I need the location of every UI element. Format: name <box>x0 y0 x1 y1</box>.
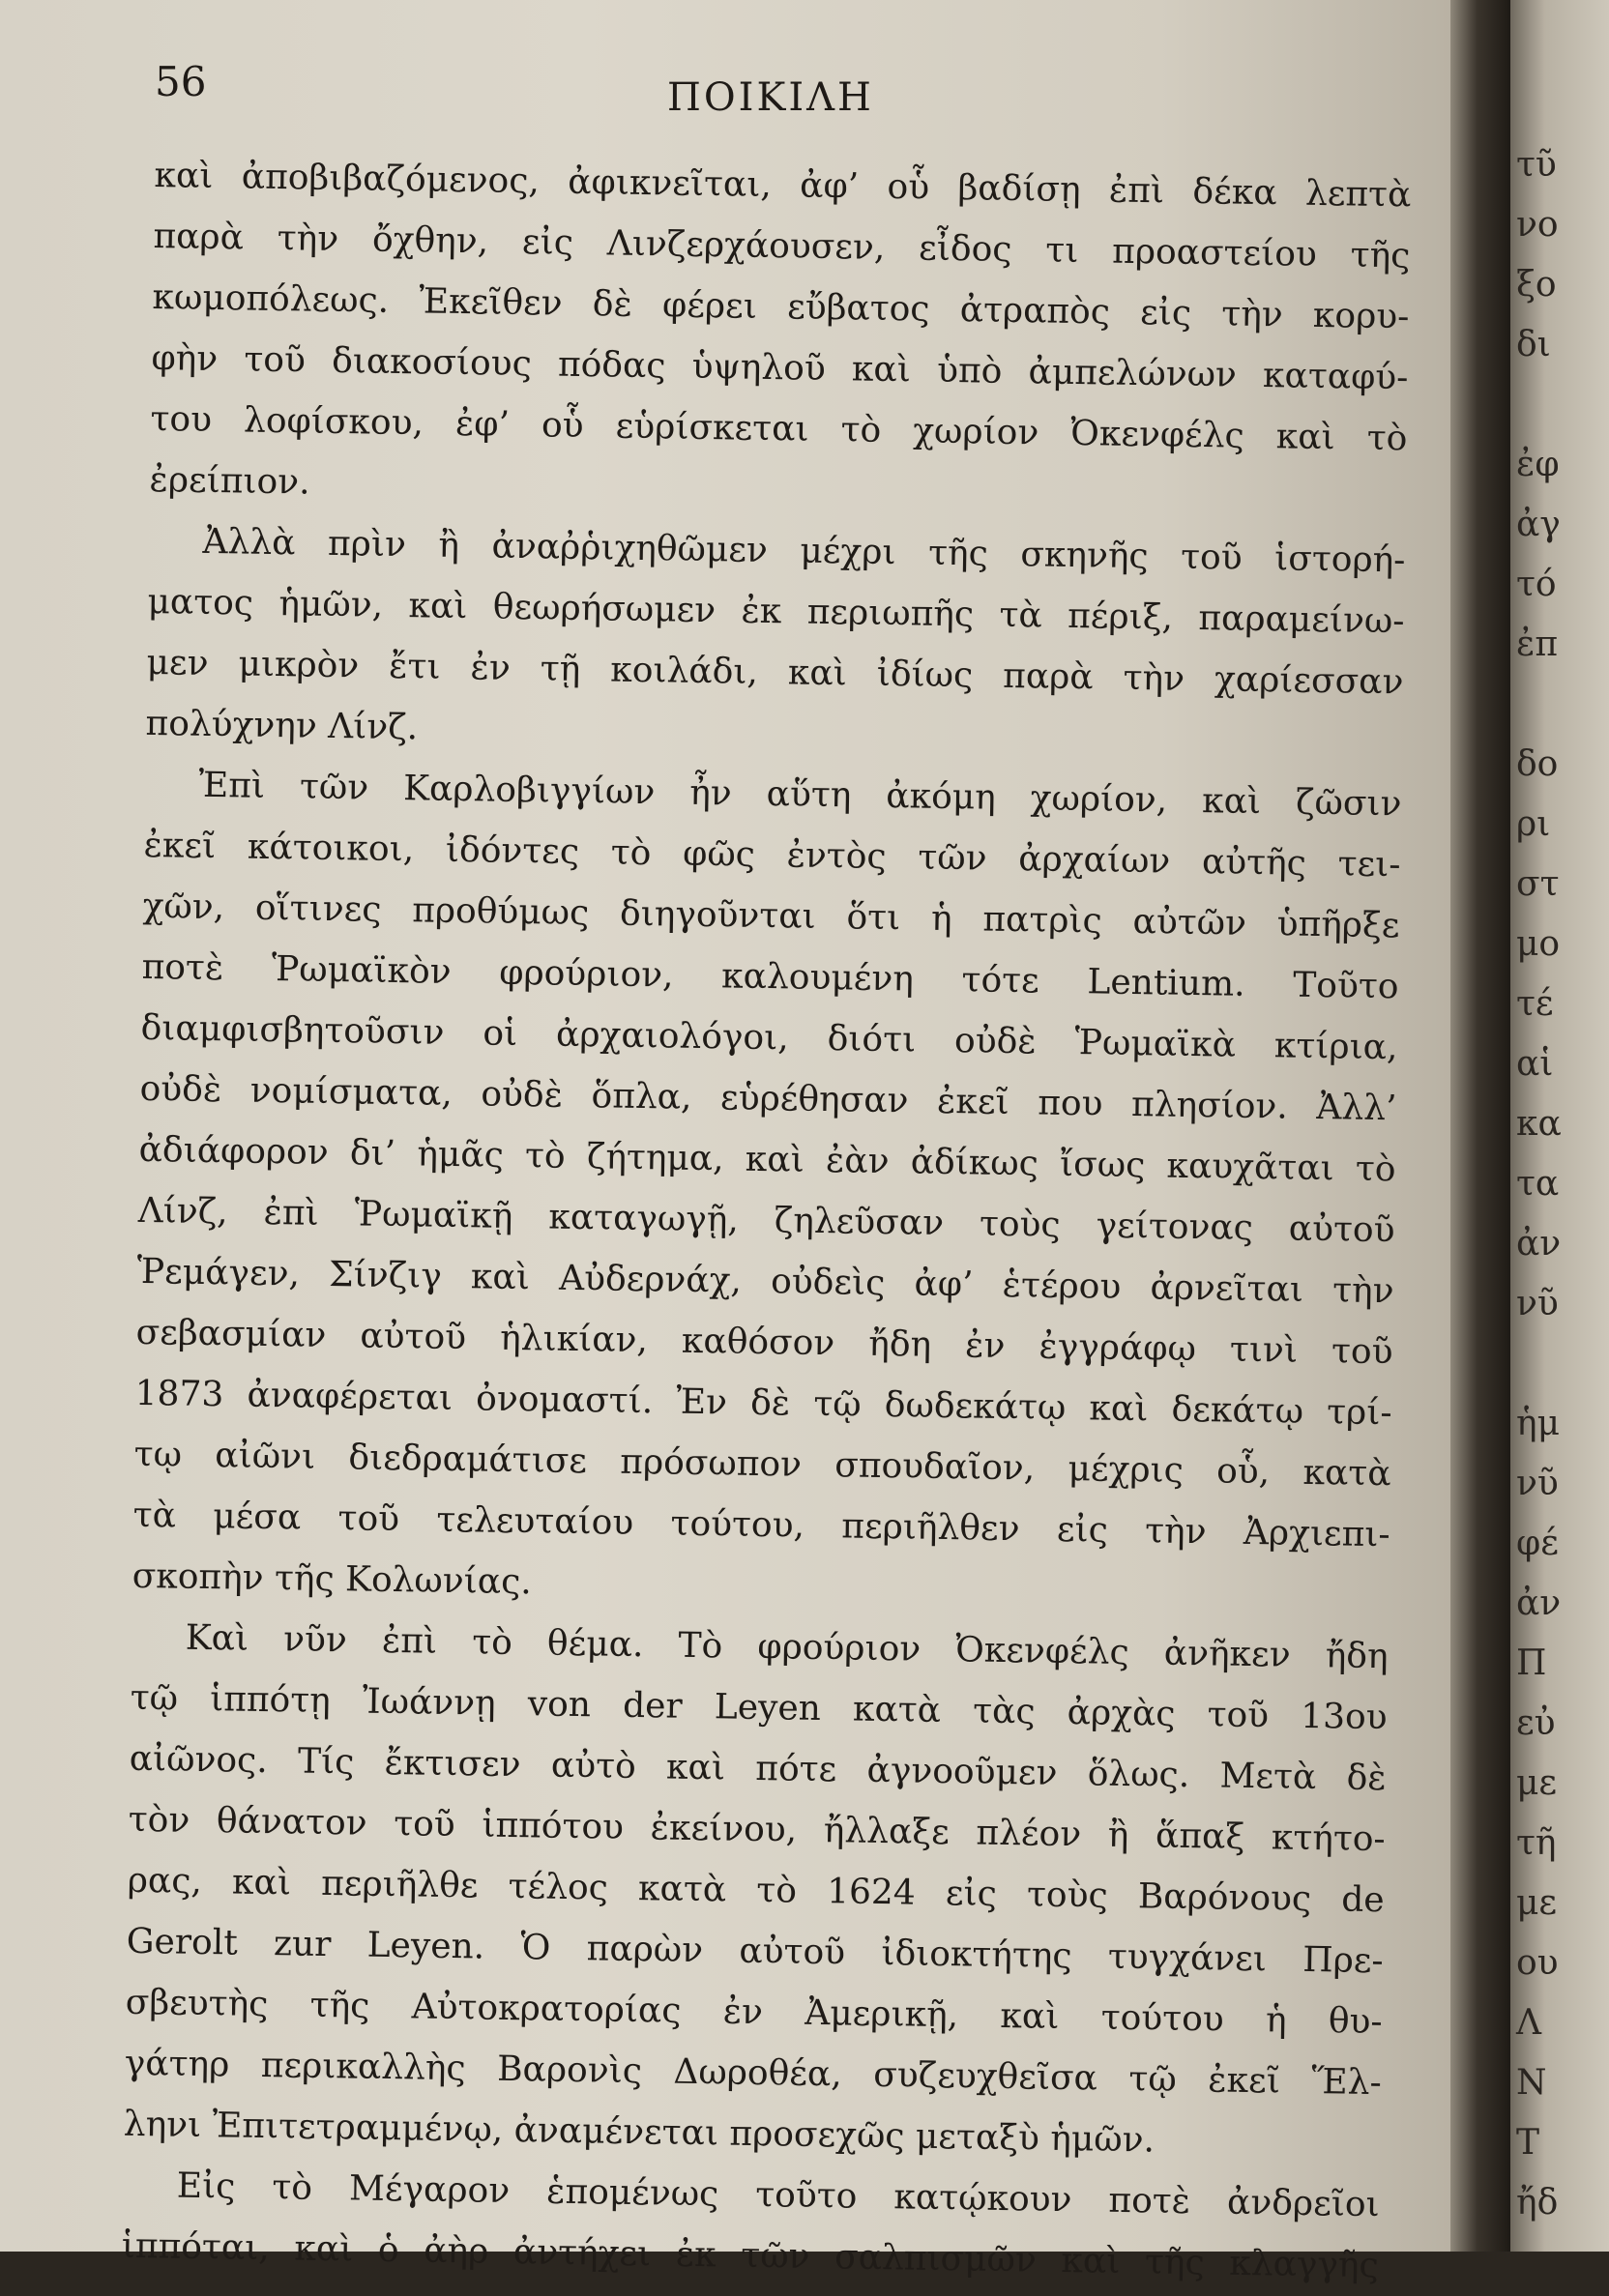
facing-line-fragment: τῆ <box>1516 1823 1557 1863</box>
facing-line-fragment: εὐ <box>1516 1703 1556 1743</box>
text-line: Εἰς τὸ Μέγαρον ἑπομένως τοῦτο κατῴκουν ποτὲ ἀνδρεῖοι <box>176 2165 1381 2225</box>
facing-line-fragment: Λ <box>1516 2003 1541 2043</box>
facing-line-fragment: αἱ <box>1516 1044 1554 1084</box>
facing-line-fragment: στ <box>1516 864 1560 904</box>
text-line: τὰ μέσα τοῦ τελευταίου τούτου, περιῆλθεν εἰς τὴν Ἀρχιεπι- <box>132 1495 1390 1555</box>
text-line: ρας, καὶ περιῆλθε τέλος κατὰ τὸ 1624 εἰς τοὺς Βαρόνους de <box>127 1860 1385 1921</box>
facing-line-fragment: ἀν <box>1516 1584 1562 1623</box>
text-line: ματος ἡμῶν, καὶ θεωρήσωμεν ἐκ περιωπῆς τὰ πέριξ, παραμείνω- <box>147 581 1405 642</box>
text-line: σβευτὴς τῆς Αὐτοκρατορίας ἐν Ἀμερικῇ, καὶ τούτου ἡ θυ- <box>125 1982 1383 2043</box>
page-number: 56 <box>155 58 207 105</box>
text-line: τὸν θάνατον τοῦ ἱππότου ἐκείνου, ἤλλαξε πλέον ἢ ἅπαξ κτήτο- <box>128 1799 1386 1860</box>
text-line: Ῥεμάγεν, Σίνζιγ καὶ Αὐδερνάχ, οὐδεὶς ἀφ’ ἑτέρου ἀρνεῖται τὴν <box>136 1251 1394 1312</box>
facing-line-fragment: μο <box>1516 924 1561 964</box>
text-line: πολύχνην Λίνζ. <box>145 703 419 748</box>
text-line: σεβασμίαν αὐτοῦ ἡλικίαν, καθόσον ἤδη ἐν ἐγγράφῳ τινὶ τοῦ <box>135 1312 1393 1373</box>
facing-line-fragment: ου <box>1516 1943 1559 1983</box>
facing-line-fragment: ἀν <box>1516 1224 1562 1264</box>
text-line: φὴν τοῦ διακοσίους πόδας ὑψηλοῦ καὶ ὑπὸ ἀμπελώνων καταφύ- <box>151 337 1409 398</box>
facing-line-fragment: ἐπ <box>1516 625 1558 664</box>
text-line: ἐρείπιον. <box>149 459 310 503</box>
facing-line-fragment: ἀγ <box>1516 505 1561 544</box>
text-line: Gerolt zur Leyen. Ὁ παρὼν αὐτοῦ ἰδιοκτήτης τυγχάνει Πρε- <box>126 1921 1384 1982</box>
facing-line-fragment: ξο <box>1516 265 1557 305</box>
facing-line-fragment: τέ <box>1516 984 1554 1024</box>
running-head: ΠΟΙΚΙΛΗ <box>667 75 874 120</box>
facing-line-fragment: Ν <box>1516 2063 1547 2103</box>
facing-line-fragment: ἤδ <box>1516 2183 1559 2223</box>
facing-line-fragment: νῦ <box>1516 1464 1559 1503</box>
paragraph <box>132 754 1402 1626</box>
text-line: παρὰ τὴν ὄχθην, εἰς Λινζερχάουσεν, εἶδος τι προαστείου τῆς <box>153 216 1411 276</box>
facing-line-fragment: νο <box>1516 205 1559 245</box>
facing-line-fragment: φέ <box>1516 1524 1559 1563</box>
facing-line-fragment: με <box>1516 1883 1558 1923</box>
text-line: σκοπὴν τῆς Κολωνίας. <box>132 1555 533 1603</box>
facing-line-fragment: Τ <box>1516 2123 1540 2163</box>
text-line: Καὶ νῦν ἐπὶ τὸ θέμα. Τὸ φρούριον Ὀκενφέλς ἀνῆκεν ἤδη <box>185 1617 1389 1677</box>
text-line: μεν μικρὸν ἔτι ἐν τῇ κοιλάδι, καὶ ἰδίως παρὰ τὴν χαρίεσσαν <box>146 642 1404 703</box>
text-line: ἀδιάφορον δι’ ἡμᾶς τὸ ζήτημα, καὶ ἐὰν ἀδίκως ἴσως καυχᾶται τὸ <box>138 1129 1396 1190</box>
body-text <box>121 145 1411 2296</box>
text-line: Λίνζ, ἐπὶ Ῥωμαϊκῇ καταγωγῇ, ζηλεῦσαν τοὺς γείτονας αὐτοῦ <box>137 1190 1395 1251</box>
text-line: οὐδὲ νομίσματα, οὐδὲ ὅπλα, εὑρέθησαν ἐκεῖ που πλησίον. Ἀλλ’ <box>139 1068 1397 1129</box>
text-line: διαμφισβητοῦσιν οἱ ἀρχαιολόγοι, διότι οὐδὲ Ῥωμαϊκὰ κτίρια, <box>140 1007 1398 1068</box>
facing-line-fragment: τό <box>1516 565 1557 604</box>
facing-line-fragment: δι <box>1516 325 1551 364</box>
text-line: ἱππόται, καὶ ὁ ἀὴρ ἀντήχει ἐκ τῶν σαλπισμῶν καὶ τῆς κλαγγῆς <box>121 2225 1380 2286</box>
text-line: ληνι Ἐπιτετραμμένῳ, ἀναμένεται προσεχῶς μεταξὺ ἡμῶν. <box>123 2104 1156 2161</box>
paragraph <box>149 145 1412 530</box>
text-line: του λοφίσκου, ἐφ’ οὗ εὑρίσκεται τὸ χωρίον Ὀκενφέλς καὶ τὸ <box>150 398 1408 459</box>
text-line: ἐκεῖ κάτοικοι, ἰδόντες τὸ φῶς ἐντὸς τῶν ἀρχαίων αὐτῆς τει- <box>143 825 1401 886</box>
text-line: γάτηρ περικαλλὴς Βαρονὶς Δωροθέα, συζευχθεῖσα τῷ ἐκεῖ Ἕλ- <box>124 2043 1382 2104</box>
text-line: τῳ αἰῶνι διεδραμάτισε πρόσωπον σπουδαῖον, μέχρις οὗ, κατὰ <box>133 1434 1391 1495</box>
facing-line-fragment: τῦ <box>1516 145 1557 185</box>
facing-line-fragment: με <box>1516 1763 1558 1803</box>
facing-line-fragment: δο <box>1516 744 1559 784</box>
paragraph <box>121 2155 1380 2296</box>
facing-line-fragment: ρι <box>1516 804 1551 844</box>
facing-line-fragment: Π <box>1516 1643 1547 1683</box>
facing-page <box>1510 0 1609 2252</box>
facing-line-fragment: κα <box>1516 1104 1562 1144</box>
facing-line-fragment: ἐφ <box>1516 445 1560 484</box>
facing-line-fragment: νῦ <box>1516 1284 1559 1323</box>
text-line: Ἐπὶ τῶν Καρλοβιγγίων ἦν αὕτη ἀκόμη χωρίον, καὶ ζῶσιν <box>198 765 1402 825</box>
facing-line-fragment: ἡμ <box>1516 1404 1560 1443</box>
paragraph <box>123 1607 1389 2174</box>
text-line: ποτὲ Ῥωμαϊκὸν φρούριον, καλουμένη τότε Lentium. Τοῦτο <box>141 946 1399 1007</box>
text-line: κωμοπόλεως. Ἐκεῖθεν δὲ φέρει εὔβατος ἀτραπὸς εἰς τὴν κορυ- <box>152 276 1410 337</box>
facing-line-fragment: τα <box>1516 1164 1560 1204</box>
text-line: Ἀλλὰ πρὶν ἢ ἀναῤῥιχηθῶμεν μέχρι τῆς σκηνῆς τοῦ ἱστορή- <box>202 521 1406 581</box>
text-line: καὶ ἀποβιβαζόμενος, ἀφικνεῖται, ἀφ’ οὗ βαδίσῃ ἐπὶ δέκα λεπτὰ <box>154 155 1412 216</box>
text-line: χῶν, οἵτινες προθύμως διηγοῦνται ὅτι ἡ πατρὶς αὐτῶν ὑπῆρξε <box>142 886 1400 946</box>
paragraph <box>145 510 1406 773</box>
text-line: τῷ ἱππότῃ Ἰωάννῃ von der Leyen κατὰ τὰς ἀρχὰς τοῦ 13ου <box>130 1677 1388 1738</box>
text-line: 1873 ἀναφέρεται ὀνομαστί. Ἐν δὲ τῷ δωδεκάτῳ καὶ δεκάτῳ τρί- <box>134 1373 1392 1434</box>
text-line: αἰῶνος. Τίς ἔκτισεν αὐτὸ καὶ πότε ἀγνοοῦμεν ὅλως. Μετὰ δὲ <box>129 1738 1387 1799</box>
book-gutter <box>1450 0 1510 2252</box>
